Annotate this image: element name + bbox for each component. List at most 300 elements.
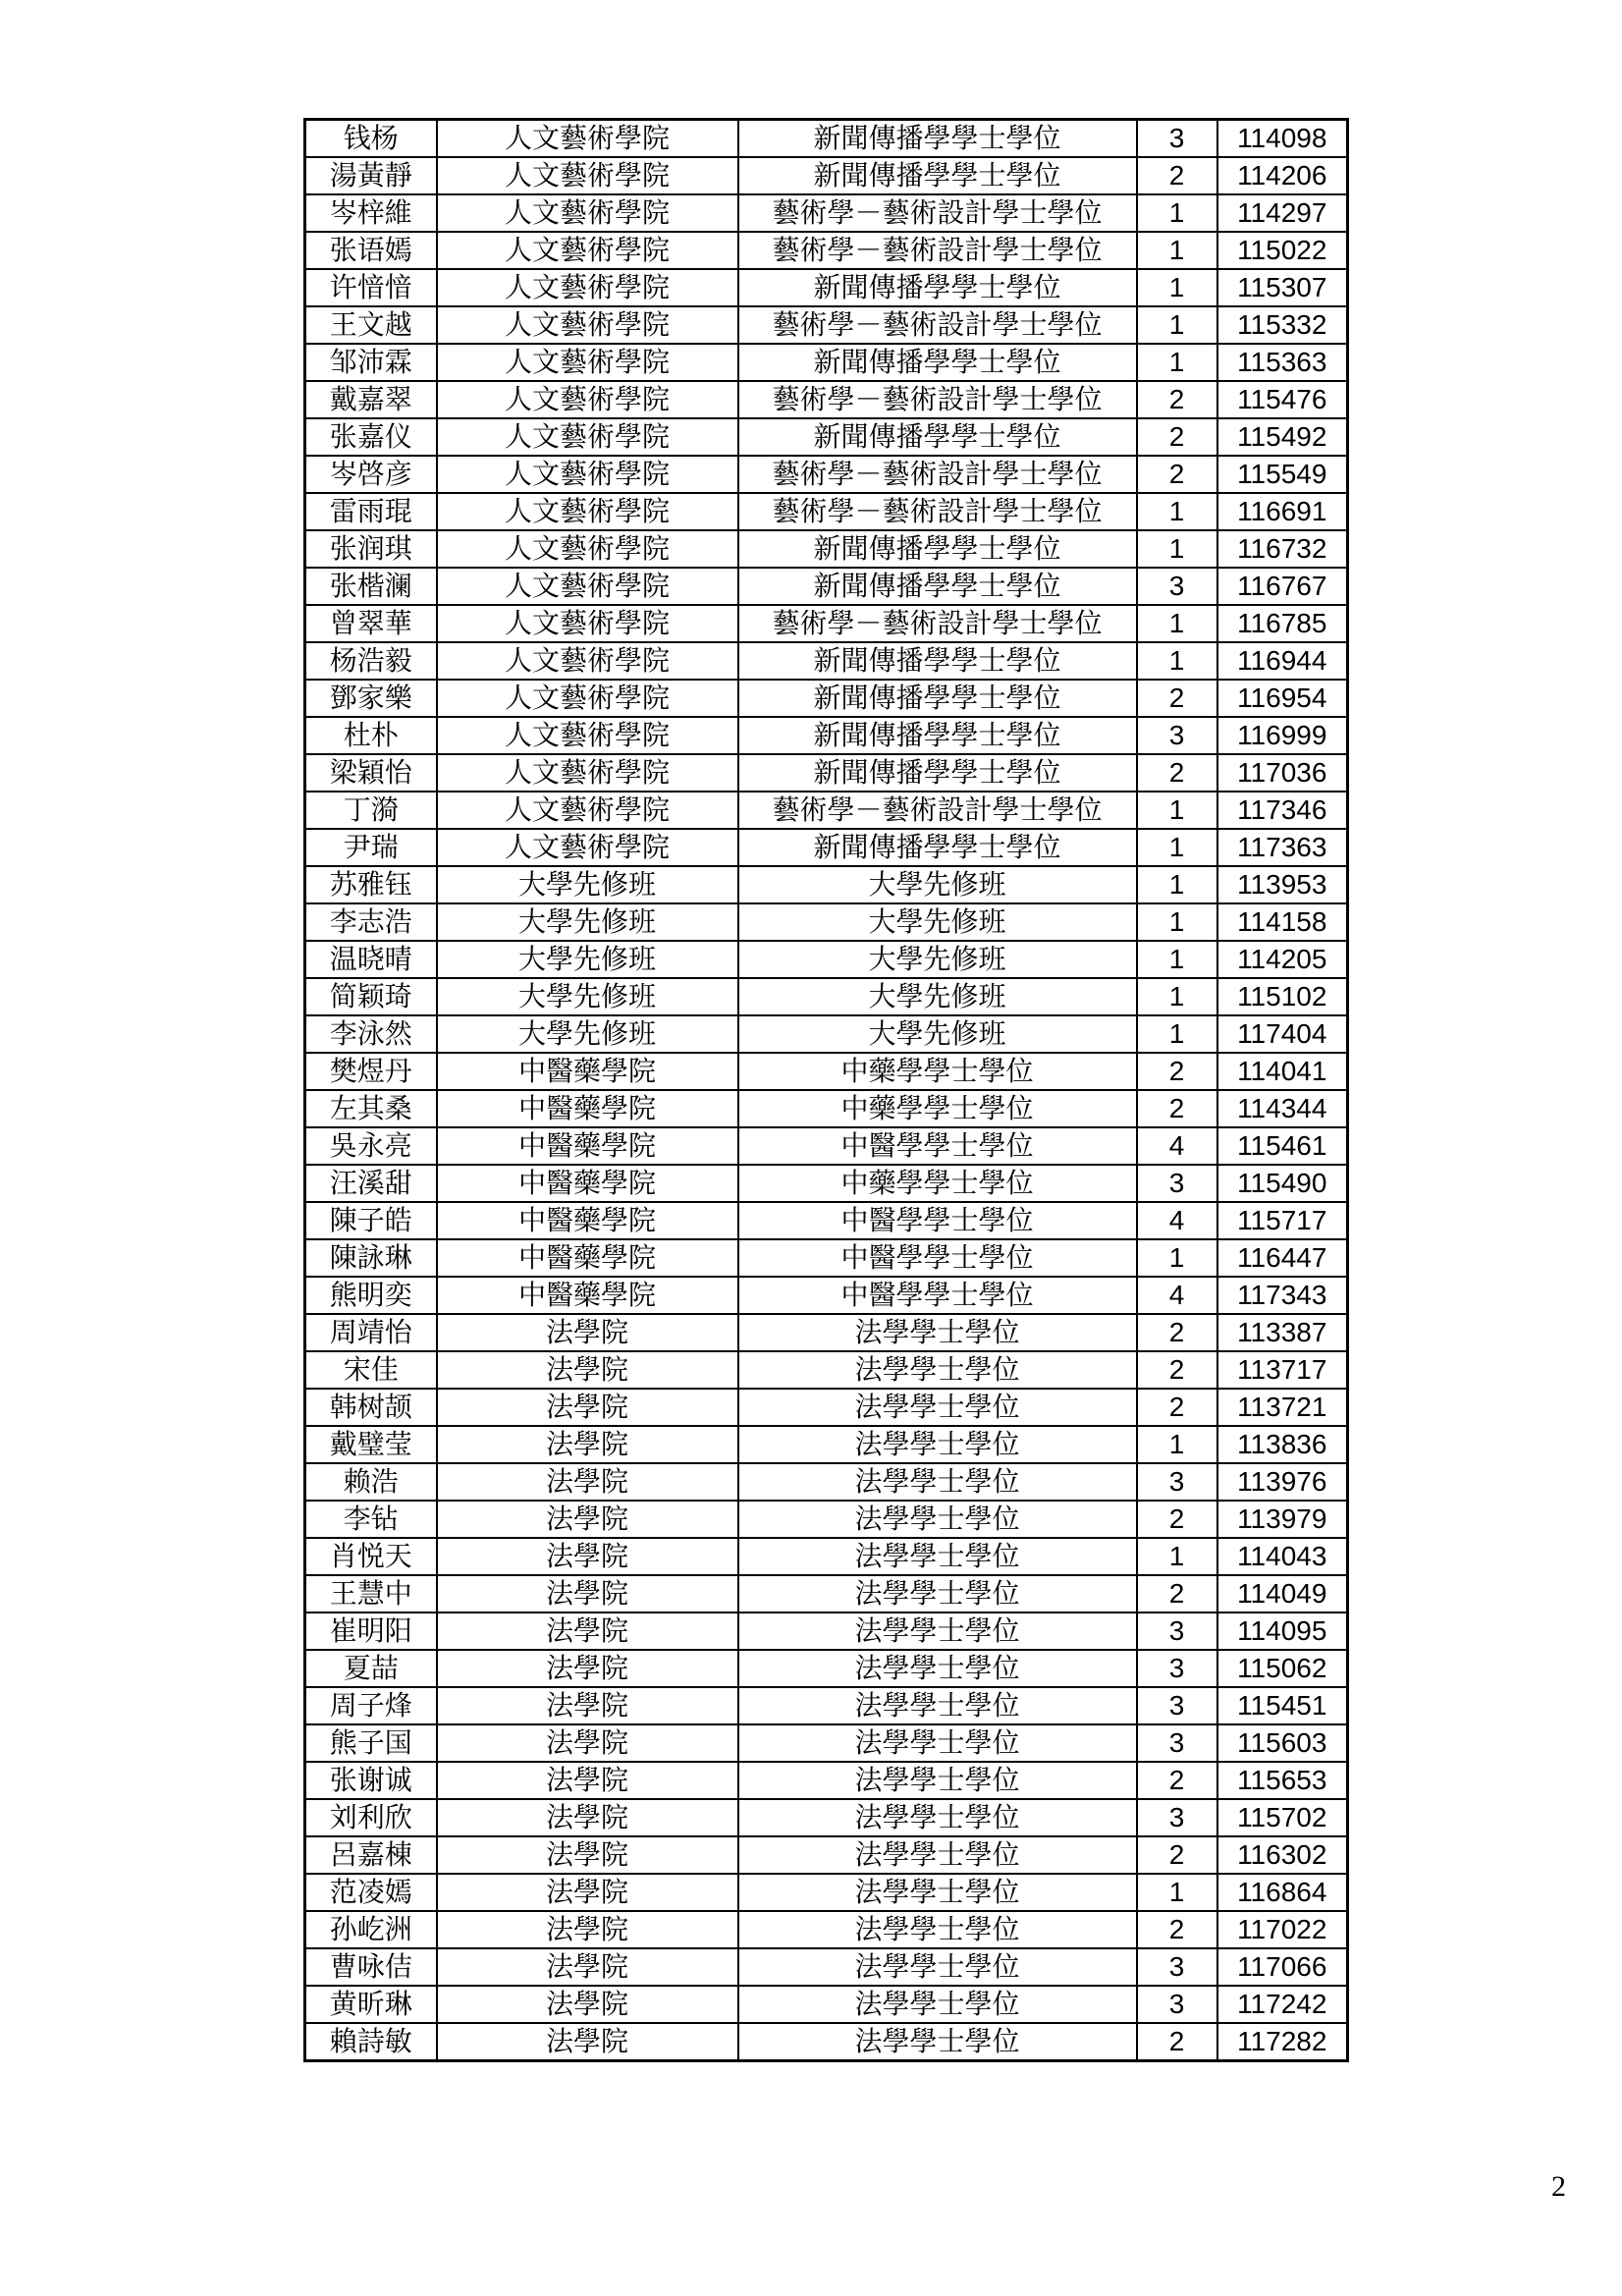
student-id-cell: 115476 [1217,381,1348,418]
table-row [305,1874,1348,1911]
student-id-cell: 116732 [1217,530,1348,568]
faculty-cell: 法學院 [437,1836,738,1874]
student-id-cell: 115022 [1217,232,1348,269]
programme-cell: 中醫學學士學位 [738,1202,1137,1239]
year-cell: 2 [1137,418,1217,456]
student-id-cell: 116302 [1217,1836,1348,1874]
student-id-cell: 116954 [1217,680,1348,717]
faculty-cell: 人文藝術學院 [437,829,738,866]
table-row [305,978,1348,1015]
student-id-cell: 115653 [1217,1762,1348,1799]
student-name-cell: 樊煜丹 [305,1053,437,1090]
table-row [305,232,1348,269]
faculty-cell: 人文藝術學院 [437,306,738,344]
year-cell: 1 [1137,1426,1217,1463]
programme-cell: 法學學士學位 [738,1799,1137,1836]
student-name-cell: 尹瑞 [305,829,437,866]
table-row [305,866,1348,903]
student-name-cell: 李泳然 [305,1015,437,1053]
year-cell: 1 [1137,1538,1217,1575]
year-cell: 3 [1137,1463,1217,1501]
programme-cell: 法學學士學位 [738,1911,1137,1948]
programme-cell: 法學學士學位 [738,1724,1137,1762]
student-id-cell: 114043 [1217,1538,1348,1575]
faculty-cell: 人文藝術學院 [437,157,738,194]
student-name-cell: 賴詩敏 [305,2023,437,2061]
year-cell: 4 [1137,1202,1217,1239]
programme-cell: 法學學士學位 [738,1874,1137,1911]
student-name-cell: 简颖琦 [305,978,437,1015]
programme-cell: 藝術學－藝術設計學士學位 [738,456,1137,493]
year-cell: 2 [1137,1314,1217,1351]
programme-cell: 中醫學學士學位 [738,1239,1137,1277]
faculty-cell: 人文藝術學院 [437,493,738,530]
faculty-cell: 中醫藥學院 [437,1239,738,1277]
student-name-cell: 周靖怡 [305,1314,437,1351]
student-id-cell: 116447 [1217,1239,1348,1277]
student-name-cell: 钱杨 [305,120,437,158]
student-name-cell: 熊子国 [305,1724,437,1762]
faculty-cell: 法學院 [437,1687,738,1724]
year-cell: 1 [1137,344,1217,381]
student-name-cell: 汪溪甜 [305,1165,437,1202]
student-id-cell: 113836 [1217,1426,1348,1463]
faculty-cell: 人文藝術學院 [437,194,738,232]
faculty-cell: 人文藝術學院 [437,269,738,306]
year-cell: 1 [1137,530,1217,568]
faculty-cell: 法學院 [437,1575,738,1613]
table-row [305,1463,1348,1501]
faculty-cell: 法學院 [437,1911,738,1948]
year-cell: 2 [1137,1501,1217,1538]
faculty-cell: 法學院 [437,1762,738,1799]
student-name-cell: 张谢诚 [305,1762,437,1799]
faculty-cell: 法學院 [437,1501,738,1538]
programme-cell: 新聞傳播學學士學位 [738,568,1137,605]
student-id-cell: 114049 [1217,1575,1348,1613]
year-cell: 1 [1137,978,1217,1015]
table-row [305,456,1348,493]
table-row [305,157,1348,194]
student-name-cell: 韩树颉 [305,1389,437,1426]
student-name-cell: 苏雅钰 [305,866,437,903]
student-id-cell: 116944 [1217,642,1348,680]
student-name-cell: 陳子皓 [305,1202,437,1239]
student-name-cell: 陳詠琳 [305,1239,437,1277]
student-name-cell: 崔明阳 [305,1613,437,1650]
year-cell: 2 [1137,1389,1217,1426]
faculty-cell: 大學先修班 [437,903,738,941]
student-id-cell: 114205 [1217,941,1348,978]
year-cell: 2 [1137,1762,1217,1799]
student-id-cell: 114206 [1217,157,1348,194]
student-id-cell: 115717 [1217,1202,1348,1239]
programme-cell: 法學學士學位 [738,1687,1137,1724]
table-row [305,1575,1348,1613]
student-name-cell: 李志浩 [305,903,437,941]
programme-cell: 藝術學－藝術設計學士學位 [738,605,1137,642]
faculty-cell: 人文藝術學院 [437,120,738,158]
programme-cell: 法學學士學位 [738,1538,1137,1575]
year-cell: 2 [1137,157,1217,194]
programme-cell: 中醫學學士學位 [738,1277,1137,1314]
student-id-cell: 117066 [1217,1948,1348,1986]
faculty-cell: 人文藝術學院 [437,344,738,381]
student-table-body [305,120,1348,2061]
student-id-cell: 115702 [1217,1799,1348,1836]
programme-cell: 大學先修班 [738,941,1137,978]
faculty-cell: 中醫藥學院 [437,1053,738,1090]
student-id-cell: 115490 [1217,1165,1348,1202]
year-cell: 4 [1137,1127,1217,1165]
year-cell: 1 [1137,493,1217,530]
student-name-cell: 曾翠華 [305,605,437,642]
student-name-cell: 左其桑 [305,1090,437,1127]
student-id-cell: 113387 [1217,1314,1348,1351]
student-id-cell: 114297 [1217,194,1348,232]
programme-cell: 藝術學－藝術設計學士學位 [738,493,1137,530]
programme-cell: 新聞傳播學學士學位 [738,120,1137,158]
table-row [305,1799,1348,1836]
student-name-cell: 张语嫣 [305,232,437,269]
student-id-cell: 117282 [1217,2023,1348,2061]
student-name-cell: 熊明奕 [305,1277,437,1314]
student-name-cell: 吳永亮 [305,1127,437,1165]
table-row [305,1724,1348,1762]
year-cell: 3 [1137,1165,1217,1202]
student-id-cell: 114095 [1217,1613,1348,1650]
student-id-cell: 115307 [1217,269,1348,306]
faculty-cell: 人文藝術學院 [437,792,738,829]
faculty-cell: 大學先修班 [437,941,738,978]
table-row [305,1836,1348,1874]
student-name-cell: 肖悦天 [305,1538,437,1575]
table-row [305,418,1348,456]
programme-cell: 法學學士學位 [738,1613,1137,1650]
year-cell: 1 [1137,792,1217,829]
student-name-cell: 岑梓維 [305,194,437,232]
student-id-cell: 113976 [1217,1463,1348,1501]
faculty-cell: 中醫藥學院 [437,1165,738,1202]
year-cell: 2 [1137,1911,1217,1948]
programme-cell: 大學先修班 [738,866,1137,903]
table-row [305,1389,1348,1426]
student-id-cell: 114041 [1217,1053,1348,1090]
table-row [305,605,1348,642]
programme-cell: 法學學士學位 [738,1426,1137,1463]
table-row [305,1314,1348,1351]
faculty-cell: 法學院 [437,2023,738,2061]
programme-cell: 法學學士學位 [738,1314,1137,1351]
programme-cell: 中藥學學士學位 [738,1090,1137,1127]
faculty-cell: 法學院 [437,1650,738,1687]
faculty-cell: 法學院 [437,1314,738,1351]
student-id-cell: 115332 [1217,306,1348,344]
faculty-cell: 人文藝術學院 [437,605,738,642]
table-row [305,120,1348,158]
student-id-cell: 114098 [1217,120,1348,158]
faculty-cell: 人文藝術學院 [437,717,738,754]
table-row [305,680,1348,717]
year-cell: 1 [1137,232,1217,269]
year-cell: 2 [1137,1090,1217,1127]
programme-cell: 大學先修班 [738,978,1137,1015]
student-name-cell: 张嘉仪 [305,418,437,456]
year-cell: 3 [1137,120,1217,158]
year-cell: 3 [1137,717,1217,754]
year-cell: 4 [1137,1277,1217,1314]
faculty-cell: 中醫藥學院 [437,1090,738,1127]
student-name-cell: 邹沛霖 [305,344,437,381]
programme-cell: 法學學士學位 [738,1501,1137,1538]
student-id-cell: 116999 [1217,717,1348,754]
table-row [305,1948,1348,1986]
table-row [305,1202,1348,1239]
faculty-cell: 人文藝術學院 [437,232,738,269]
student-id-cell: 117404 [1217,1015,1348,1053]
faculty-cell: 人文藝術學院 [437,680,738,717]
student-name-cell: 鄧家樂 [305,680,437,717]
table-row [305,1650,1348,1687]
student-name-cell: 戴嘉翠 [305,381,437,418]
year-cell: 3 [1137,1799,1217,1836]
student-id-cell: 117036 [1217,754,1348,792]
student-id-cell: 116785 [1217,605,1348,642]
programme-cell: 新聞傳播學學士學位 [738,157,1137,194]
programme-cell: 大學先修班 [738,1015,1137,1053]
student-name-cell: 刘利欣 [305,1799,437,1836]
table-row [305,1911,1348,1948]
programme-cell: 藝術學－藝術設計學士學位 [738,194,1137,232]
year-cell: 1 [1137,829,1217,866]
table-row [305,717,1348,754]
table-row [305,792,1348,829]
student-name-cell: 曹咏佶 [305,1948,437,1986]
student-id-cell: 114344 [1217,1090,1348,1127]
table-row [305,754,1348,792]
year-cell: 1 [1137,903,1217,941]
page-number: 2 [1551,2170,1566,2203]
programme-cell: 法學學士學位 [738,1762,1137,1799]
student-name-cell: 李钻 [305,1501,437,1538]
programme-cell: 新聞傳播學學士學位 [738,717,1137,754]
student-id-cell: 117343 [1217,1277,1348,1314]
student-id-cell: 115102 [1217,978,1348,1015]
student-id-cell: 115062 [1217,1650,1348,1687]
faculty-cell: 法學院 [437,1463,738,1501]
year-cell: 1 [1137,269,1217,306]
programme-cell: 中藥學學士學位 [738,1053,1137,1090]
table-row [305,269,1348,306]
year-cell: 2 [1137,1836,1217,1874]
table-row [305,1501,1348,1538]
student-id-cell: 115461 [1217,1127,1348,1165]
year-cell: 1 [1137,1874,1217,1911]
student-id-cell: 113979 [1217,1501,1348,1538]
faculty-cell: 法學院 [437,1986,738,2023]
table-row [305,1762,1348,1799]
student-name-cell: 温晓晴 [305,941,437,978]
programme-cell: 法學學士學位 [738,2023,1137,2061]
faculty-cell: 法學院 [437,1613,738,1650]
student-name-cell: 杨浩毅 [305,642,437,680]
table-row [305,1239,1348,1277]
student-name-cell: 范凌嫣 [305,1874,437,1911]
table-row [305,493,1348,530]
programme-cell: 新聞傳播學學士學位 [738,269,1137,306]
year-cell: 3 [1137,1613,1217,1650]
programme-cell: 法學學士學位 [738,1389,1137,1426]
table-row [305,1351,1348,1389]
year-cell: 1 [1137,941,1217,978]
student-name-cell: 赖浩 [305,1463,437,1501]
year-cell: 2 [1137,754,1217,792]
year-cell: 2 [1137,680,1217,717]
faculty-cell: 人文藝術學院 [437,642,738,680]
student-id-cell: 117022 [1217,1911,1348,1948]
faculty-cell: 人文藝術學院 [437,456,738,493]
student-name-cell: 宋佳 [305,1351,437,1389]
faculty-cell: 法學院 [437,1351,738,1389]
student-id-cell: 117346 [1217,792,1348,829]
student-id-cell: 115492 [1217,418,1348,456]
table-row [305,344,1348,381]
student-name-cell: 戴璧莹 [305,1426,437,1463]
faculty-cell: 法學院 [437,1426,738,1463]
year-cell: 3 [1137,1986,1217,2023]
year-cell: 2 [1137,381,1217,418]
table-row [305,530,1348,568]
faculty-cell: 人文藝術學院 [437,381,738,418]
table-row [305,2023,1348,2061]
student-name-cell: 张楷澜 [305,568,437,605]
student-name-cell: 湯黃靜 [305,157,437,194]
student-name-cell: 呂嘉棟 [305,1836,437,1874]
faculty-cell: 人文藝術學院 [437,530,738,568]
faculty-cell: 人文藝術學院 [437,568,738,605]
table-row [305,1165,1348,1202]
programme-cell: 藝術學－藝術設計學士學位 [738,792,1137,829]
table-row [305,1053,1348,1090]
table-row [305,194,1348,232]
year-cell: 1 [1137,866,1217,903]
student-id-cell: 117242 [1217,1986,1348,2023]
programme-cell: 法學學士學位 [738,1948,1137,1986]
student-id-cell: 117363 [1217,829,1348,866]
programme-cell: 新聞傳播學學士學位 [738,418,1137,456]
table-row [305,1090,1348,1127]
year-cell: 1 [1137,306,1217,344]
student-name-cell: 丁漪 [305,792,437,829]
student-name-cell: 王文越 [305,306,437,344]
table-row [305,1986,1348,2023]
table-row [305,1538,1348,1575]
student-name-cell: 岑啓彦 [305,456,437,493]
programme-cell: 大學先修班 [738,903,1137,941]
student-name-cell: 夏喆 [305,1650,437,1687]
faculty-cell: 人文藝術學院 [437,418,738,456]
faculty-cell: 大學先修班 [437,866,738,903]
year-cell: 2 [1137,1053,1217,1090]
student-id-cell: 113717 [1217,1351,1348,1389]
student-name-cell: 周子烽 [305,1687,437,1724]
year-cell: 3 [1137,1948,1217,1986]
programme-cell: 中醫學學士學位 [738,1127,1137,1165]
table-row [305,1015,1348,1053]
table-row [305,1277,1348,1314]
year-cell: 2 [1137,456,1217,493]
year-cell: 3 [1137,1650,1217,1687]
year-cell: 1 [1137,1015,1217,1053]
table-row [305,1426,1348,1463]
year-cell: 3 [1137,1687,1217,1724]
programme-cell: 藝術學－藝術設計學士學位 [738,306,1137,344]
year-cell: 1 [1137,605,1217,642]
table-row [305,568,1348,605]
faculty-cell: 法學院 [437,1389,738,1426]
student-name-cell: 梁穎怡 [305,754,437,792]
faculty-cell: 法學院 [437,1799,738,1836]
student-id-cell: 115363 [1217,344,1348,381]
student-name-cell: 杜朴 [305,717,437,754]
year-cell: 3 [1137,1724,1217,1762]
year-cell: 2 [1137,1351,1217,1389]
student-id-cell: 115451 [1217,1687,1348,1724]
programme-cell: 法學學士學位 [738,1351,1137,1389]
student-id-cell: 113953 [1217,866,1348,903]
year-cell: 2 [1137,1575,1217,1613]
programme-cell: 新聞傳播學學士學位 [738,829,1137,866]
table-row [305,1687,1348,1724]
faculty-cell: 法學院 [437,1538,738,1575]
student-id-cell: 116767 [1217,568,1348,605]
year-cell: 2 [1137,2023,1217,2061]
table-row [305,829,1348,866]
faculty-cell: 法學院 [437,1724,738,1762]
student-name-cell: 王慧中 [305,1575,437,1613]
programme-cell: 法學學士學位 [738,1575,1137,1613]
programme-cell: 新聞傳播學學士學位 [738,680,1137,717]
student-id-cell: 114158 [1217,903,1348,941]
year-cell: 1 [1137,642,1217,680]
programme-cell: 法學學士學位 [738,1650,1137,1687]
programme-cell: 新聞傳播學學士學位 [738,754,1137,792]
student-id-cell: 116691 [1217,493,1348,530]
programme-cell: 新聞傳播學學士學位 [738,344,1137,381]
programme-cell: 法學學士學位 [738,1836,1137,1874]
programme-cell: 藝術學－藝術設計學士學位 [738,381,1137,418]
student-id-cell: 115549 [1217,456,1348,493]
student-name-cell: 张润琪 [305,530,437,568]
faculty-cell: 大學先修班 [437,1015,738,1053]
student-id-cell: 115603 [1217,1724,1348,1762]
student-id-cell: 116864 [1217,1874,1348,1911]
programme-cell: 新聞傳播學學士學位 [738,530,1137,568]
programme-cell: 中藥學學士學位 [738,1165,1137,1202]
table-row [305,306,1348,344]
faculty-cell: 中醫藥學院 [437,1277,738,1314]
faculty-cell: 大學先修班 [437,978,738,1015]
student-table [303,118,1349,2062]
faculty-cell: 法學院 [437,1874,738,1911]
table-row [305,1613,1348,1650]
year-cell: 3 [1137,568,1217,605]
student-name-cell: 孙屹洲 [305,1911,437,1948]
year-cell: 1 [1137,194,1217,232]
table-row [305,1127,1348,1165]
programme-cell: 藝術學－藝術設計學士學位 [738,232,1137,269]
table-row [305,642,1348,680]
